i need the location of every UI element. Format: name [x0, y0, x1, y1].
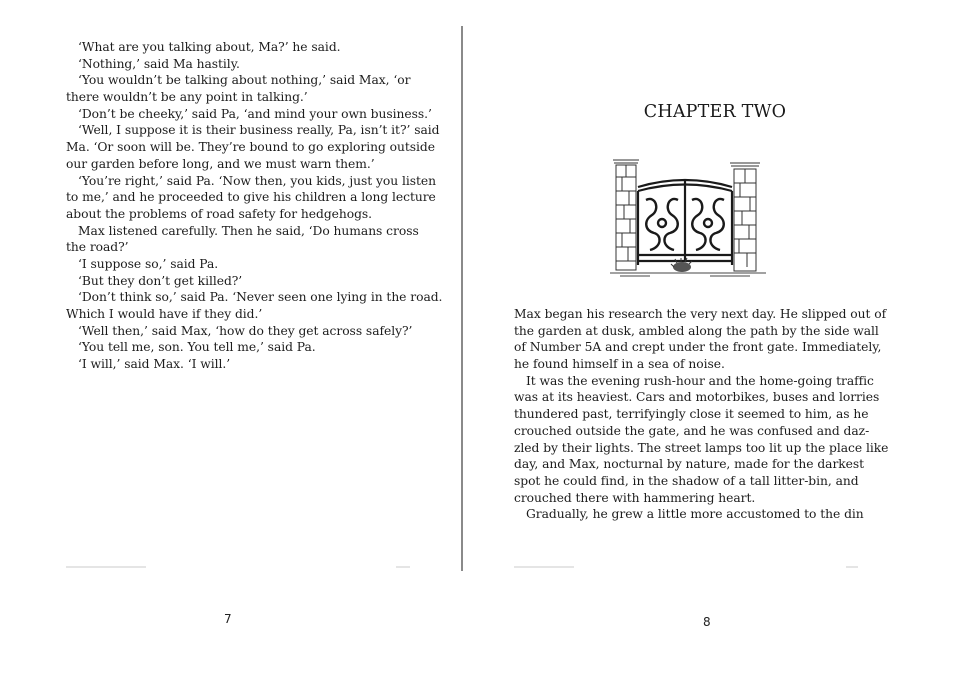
chapter-title: CHAPTER TWO: [643, 102, 787, 122]
left-page: [0, 0, 460, 626]
left-page-text-line: ‘Nothing,’ said Ma hastily.: [78, 56, 240, 71]
left-page-text-line: Which I would have if they did.’: [66, 307, 263, 321]
right-page-text: [514, 306, 889, 523]
left-page-text-line: ‘You wouldn’t be talking about nothing,’ said Max, ‘or: [78, 73, 411, 88]
print-marks-left: [66, 566, 411, 569]
right-page-text-line: was at its heaviest. Cars and motorbikes, buses and lorries: [514, 390, 880, 405]
right-page-text-line: Gradually, he grew a little more accustomed to the din: [526, 507, 864, 522]
right-page-text-line: Max began his research the very next day. He slipped out of: [514, 307, 887, 321]
right-page-text-line: of Number 5A and crept under the front gate. Immediately,: [514, 340, 882, 355]
left-page-text-line: ‘Well, I suppose it is their business really, Pa, isn’t it?’ said: [78, 123, 440, 138]
left-page-text-line: ‘But they don’t get killed?’: [78, 273, 243, 288]
left-page-text-line: there wouldn’t be any point in talking.’: [66, 90, 308, 105]
left-page-text-line: Ma. ‘Or soon will be. They’re bound to go exploring outside: [66, 140, 435, 155]
page-number-right: 8: [703, 615, 711, 629]
right-page: [463, 0, 967, 629]
left-page-text-line: to me,’ and he proceeded to give his children a long lecture: [66, 190, 436, 205]
right-page-text-line: spot he could find, in the shadow of a tall litter-bin, and: [514, 473, 859, 488]
right-page-text-line: the garden at dusk, ambled along the path by the side wall: [514, 323, 879, 338]
right-page-text-line: zled by their lights. The street lamps too lit up the place like: [514, 440, 889, 455]
left-page-text-line: ‘What are you talking about, Ma?’ he said.: [78, 40, 341, 54]
page-number-left: 7: [224, 612, 232, 626]
right-page-text-line: It was the evening rush-hour and the home-going traffic: [526, 373, 874, 388]
left-page-text-line: ‘I will,’ said Max. ‘I will.’: [78, 357, 231, 372]
left-page-text-line: Max listened carefully. Then he said, ‘Do humans cross: [78, 223, 419, 238]
left-page-text-line: ‘Don’t think so,’ said Pa. ‘Never seen one lying in the road.: [78, 290, 443, 305]
print-marks-right: [514, 566, 859, 569]
right-page-text-line: crouched outside the gate, and he was confused and daz-: [514, 423, 870, 438]
right-page-text-line: thundered past, terrifyingly close it seemed to him, as he: [514, 407, 869, 422]
left-page-text-line: ‘Don’t be cheeky,’ said Pa, ‘and mind your own business.’: [78, 106, 432, 121]
left-page-text-line: ‘You tell me, son. You tell me,’ said Pa.: [78, 340, 316, 355]
left-page-text-line: ‘I suppose so,’ said Pa.: [78, 256, 219, 271]
right-page-text-line: he found himself in a sea of noise.: [514, 357, 725, 372]
right-page-text-line: day, and Max, nocturnal by nature, made for the darkest: [514, 457, 865, 472]
right-page-text-line: crouched there with hammering heart.: [514, 490, 756, 505]
left-page-text-line: ‘Well then,’ said Max, ‘how do they get across safely?’: [78, 323, 413, 338]
garden-gate-illustration-icon: [610, 155, 766, 280]
left-page-text-line: ‘You’re right,’ said Pa. ‘Now then, you kids, just you listen: [78, 173, 437, 188]
left-page-text-line: about the problems of road safety for hedgehogs.: [66, 206, 373, 221]
left-page-text: [66, 39, 443, 373]
left-page-text-line: the road?’: [66, 240, 129, 255]
left-page-text-line: our garden before long, and we must warn them.’: [66, 156, 375, 171]
